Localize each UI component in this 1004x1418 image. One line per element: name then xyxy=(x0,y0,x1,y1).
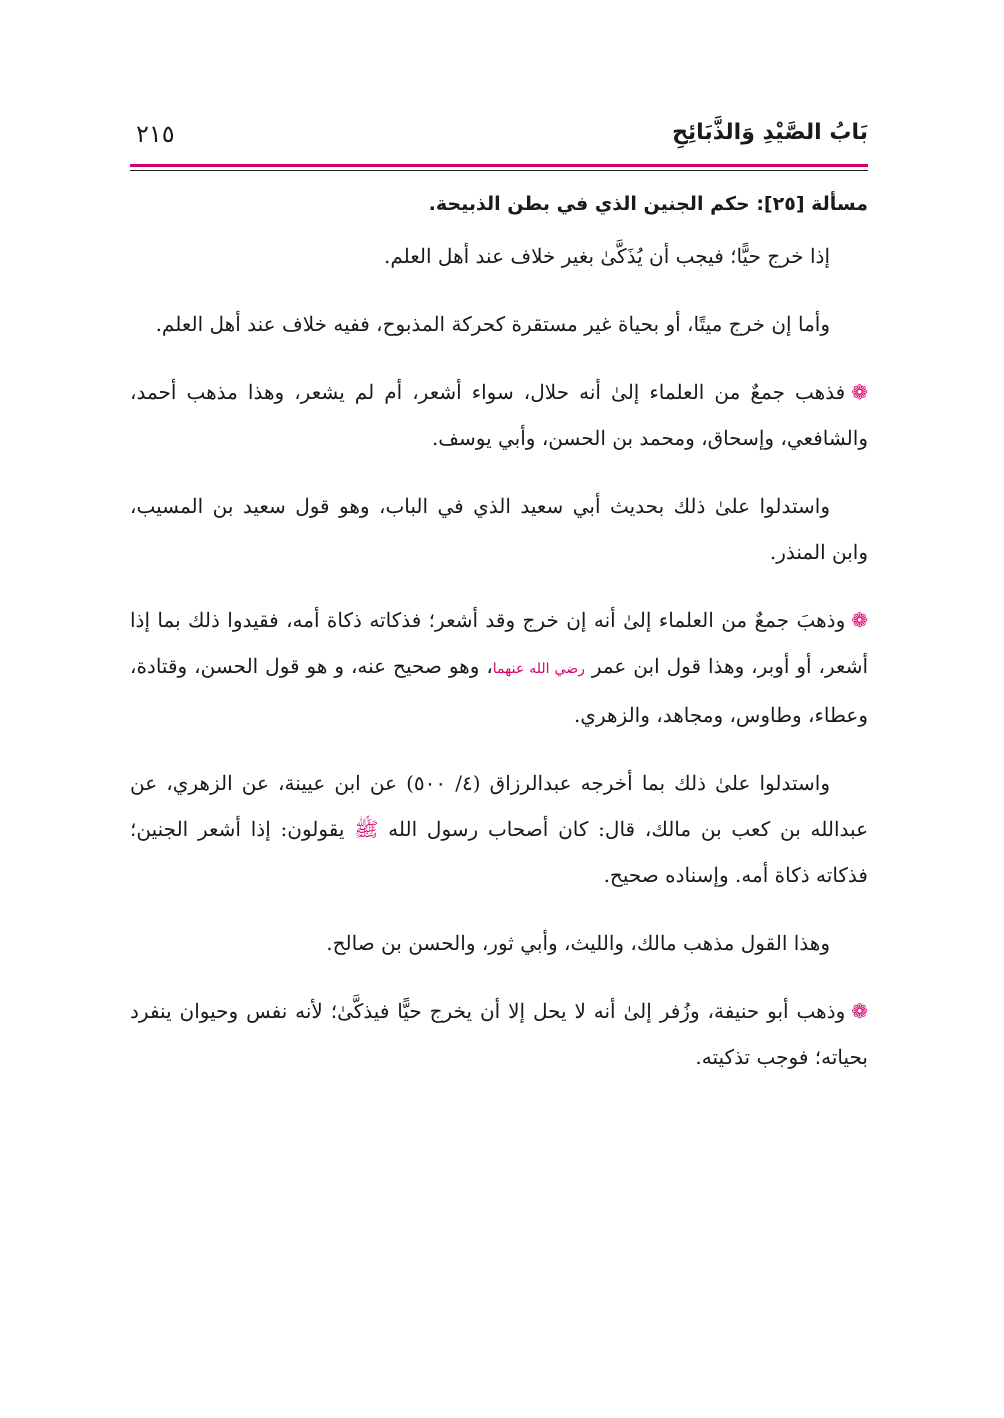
paragraph xyxy=(130,597,868,738)
honorific-glyph: رضي الله عنهما xyxy=(492,661,585,677)
paragraph xyxy=(130,369,868,461)
paragraph-text: فذهب جمعٌ من العلماء إلىٰ أنه حلال، سواء أشعر، أم لم يشعر، وهذا مذهب أحمد، والشافعي، وإسحاق، ومحمد بن الحسن، وأبي يوسف. xyxy=(130,380,868,450)
section-title: مسألة [٢٥]: حكم الجنين الذي في بطن الذبيحة. xyxy=(428,193,868,215)
page-number: ٢١٥ xyxy=(136,120,175,148)
honorific-glyph: ﷺ xyxy=(354,817,379,841)
flower-marker-icon: ❁ xyxy=(851,608,868,632)
paragraph-text: واستدلوا علىٰ ذلك بما أخرجه عبدالرزاق (٤/ ٥٠٠) عن ابن عيينة، عن الزهري، عن عبدالله بن كعب بن مالك، قال: كان أصحاب رسول الله xyxy=(130,771,869,841)
paragraph-text: وذهبَ جمعٌ من العلماء إلىٰ أنه إن خرج وقد أشعر؛ فذكاته ذكاة أمه، فقيدوا ذلك بما إذا أشعر، أو أوبر، وهذا قول ابن عمر xyxy=(130,608,869,678)
paragraph-text: وذهب أبو حنيفة، وزُفر إلىٰ أنه لا يحل إلا أن يخرج حيًّا فيذكَّىٰ؛ لأنه نفس وحيوان ينفرد بحياته؛ فوجب تذكيته. xyxy=(130,999,868,1069)
header-rule-accent xyxy=(130,164,868,167)
header-rule xyxy=(130,170,868,171)
page-header xyxy=(130,112,868,164)
paragraph xyxy=(130,760,868,898)
paragraph-text: ، وهو صحيح عنه، و هو قول الحسن، وقتادة، وعطاء، وطاوس، ومجاهد، والزهري. xyxy=(130,654,868,727)
flower-marker-icon: ❁ xyxy=(851,380,869,404)
paragraph xyxy=(130,988,868,1080)
paragraph: واستدلوا علىٰ ذلك بحديث أبي سعيد الذي في الباب، وهو قول سعيد بن المسيب، وابن المنذر. xyxy=(130,494,868,564)
chapter-title: بَابُ الصَّيْدِ وَالذَّبَائِحِ xyxy=(672,120,868,145)
document-page xyxy=(130,112,868,1080)
paragraph: وأما إن خرج ميتًا، أو بحياة غير مستقرة كحركة المذبوح، ففيه خلاف عند أهل العلم. xyxy=(155,312,830,336)
paragraph: إذا خرج حيًّا؛ فيجب أن يُذَكَّىٰ بغير خلاف عند أهل العلم. xyxy=(383,244,830,268)
paragraph: وهذا القول مذهب مالك، والليث، وأبي ثور، والحسن بن صالح. xyxy=(326,931,830,955)
flower-marker-icon: ❁ xyxy=(851,999,868,1023)
paragraph-text: يقولون: إذا أشعر الجنين؛ فذكاته ذكاة أمه. وإسناده صحيح. xyxy=(130,817,868,887)
